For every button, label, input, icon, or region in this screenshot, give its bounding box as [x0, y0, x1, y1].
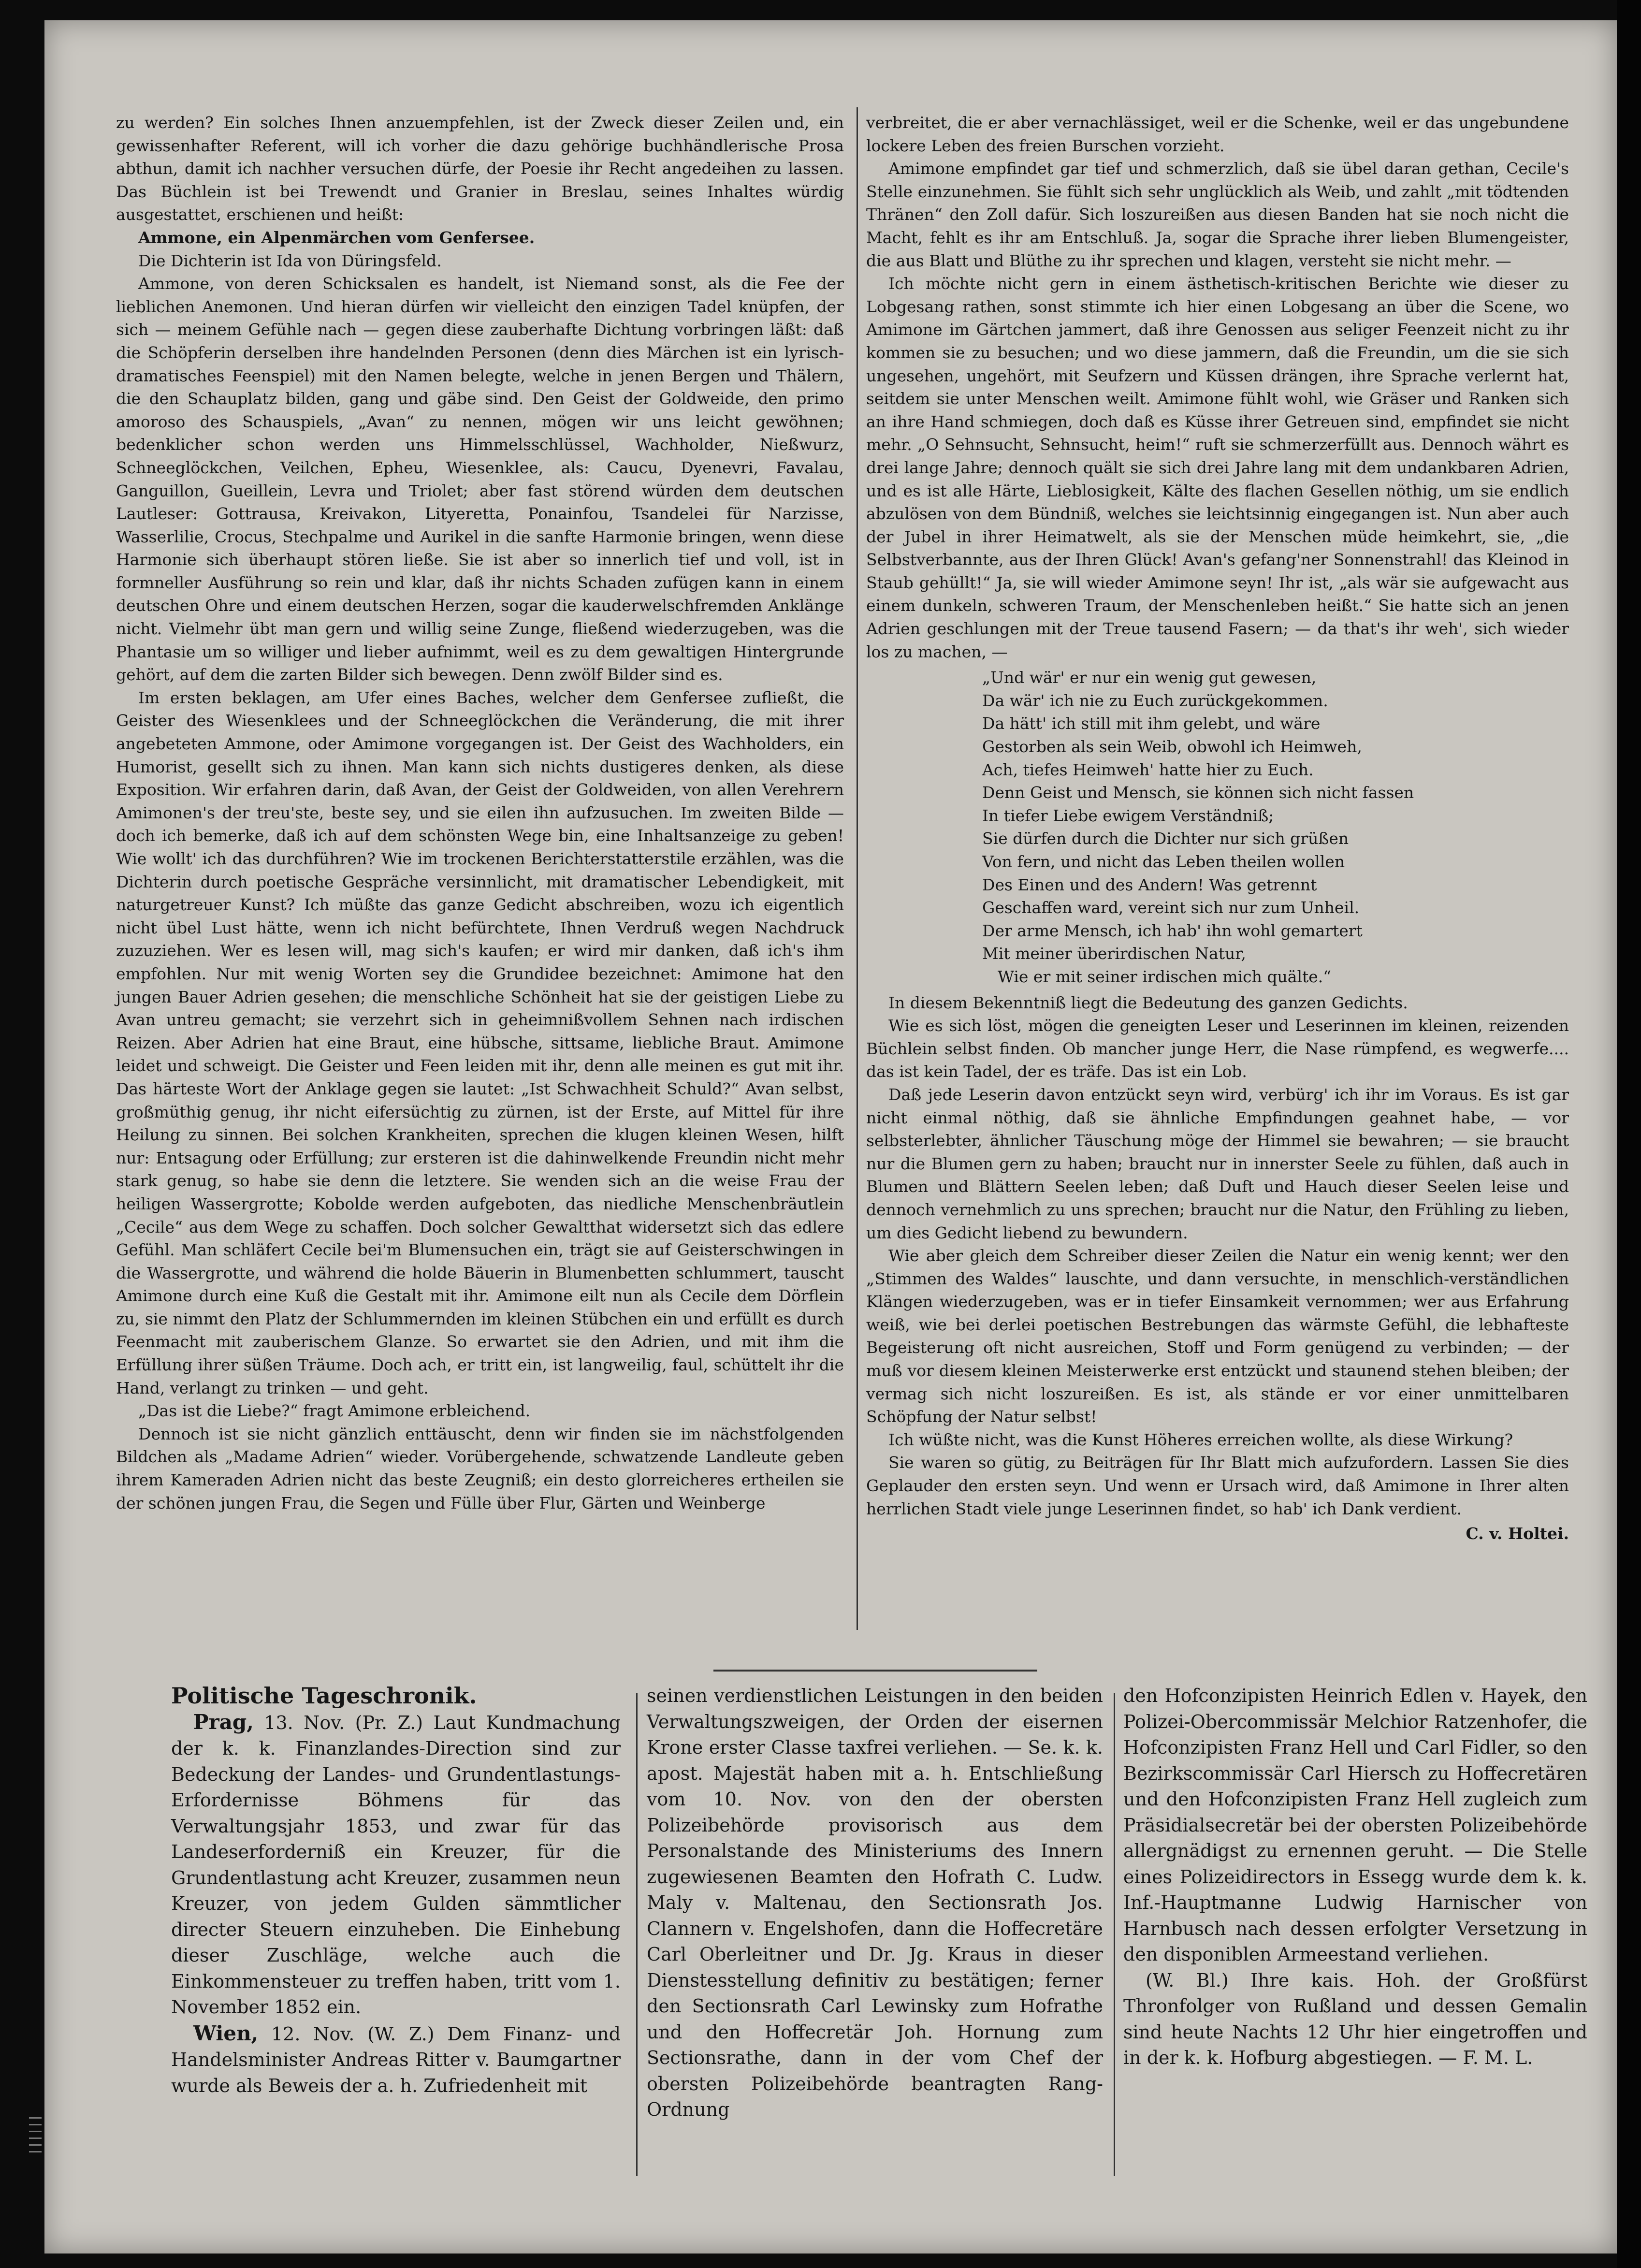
poem-line: Denn Geist und Mensch, sie können sich nicht fassen	[982, 783, 1414, 802]
left-para-3: Im ersten beklagen, am Ufer eines Baches, welcher dem Genfersee zufließt, die Geister des Wiesenklees und der Schneeglöckchen die Veränderung, die mit ihrer angebeteten Ammone, oder Amimone vorgegangen ist. Der Geist des Wachholders, ein Humorist, gesellt sich zu ihnen. Man kann sich nichts dustigeres denken, als diese Exposition. Wir erfahren darin, daß Avan, der Geist der Goldweiden, von allen Verehrern Amimonen's der treu'ste, beste sey, und sie eilen ihn aufzusuchen. Im zweiten Bilde — doch ich bemerke, daß ich auf dem schönsten Wege bin, eine Inhaltsanzeige zu geben! Wie wollt' ich das durchführen? Wie im trockenen Berichterstatterstile erzählen, was die Dichterin durch poetische Gespräche versinnlicht, mit dramatischer Lebendigkeit, mit naturgetreuer Kunst? Ich müßte das ganze Gedicht abschreiben, wozu ich eigentlich nicht übel Lust hätte, wenn ich nicht befürchtete, Ihnen Verdruß wegen Nachdruck zuzuziehen. Wer es lesen will, mag sich's kaufen; er wird mir danken, daß ich's ihm empfohlen. Nur mit wenig Worten sey die Grundidee bezeichnet: Amimone hat den jungen Bauer Adrien gesehen; die menschliche Schönheit hat sie der geistigen Liebe zu Avan untreu gemacht; sie verzehrt sich in geheimnißvollem Sehnen nach irdischen Reizen. Aber Adrien hat eine Braut, eine hübsche, sittsame, liebliche Braut. Amimone leidet und schweigt. Die Geister und Feen leiden mit ihr, denn alle meinen es gut mit ihr. Das härteste Wort der Anklage gegen sie lautet: „Ist Schwachheit Schuld?“ Avan selbst, großmüthig genug, ihr nicht eifersüchtig zu zürnen, ist der Erste, auf Mittel für ihre Heilung zu sinnen. Bei solchen Krankheiten, sprechen die klugen kleinen Wesen, hilft nur: Entsagung oder Erfüllung; zur ersteren ist die dahinwelkende Freundin nicht mehr stark genug, so habe sie denn die letztere. Sie wenden sich an die weise Frau der heiligen Wassergrotte; Kobolde werden aufgeboten, das niedliche Menschenbräutlein „Cecile“ aus dem Wege zu schaffen. Doch solcher Gewaltthat widersetzt sich das edlere Gefühl. Man schläfert Cecile bei'm Blumensuchen ein, trägt sie auf Geisterschwingen in die Wassergrotte, und während die holde Bäuerin in Blumenbetten schlummert, tauscht Amimone durch eine Kuß die Gestalt mit ihr. Amimone eilt nun als Cecile dem Dörflein zu, sie nimmt den Platz der Schlummernden im kleinen Stübchen ein und erfüllt es durch Feenmacht mit zauberischem Glanze. So erwartet sie den Adrien, und mit ihm die Erfüllung ihrer süßen Träume. Doch ach, er tritt ein, ist langweilig, faul, schüttelt ihr die Hand, verlangt zu trinken — und geht.	[116, 688, 844, 1397]
newspaper-page	[44, 20, 1617, 2253]
scan-right-margin	[1617, 0, 1641, 2268]
place-prag: Prag,	[193, 1710, 254, 1734]
right-para-7: Wie aber gleich dem Schreiber dieser Zeilen die Natur ein wenig kennt; wer den „Stimmen des Waldes“ lauschte, und dann versuchte, in menschlich-verständlichen Klängen wiederzugeben, was er in tiefer Einsamkeit vernommen; wer aus Erfahrung weiß, wie bei derlei poetischen Bestrebungen das wärmste Gefühl, die lebhafteste Begeisterung oft nicht ausreichen, Stoff und Form genügend zu verbinden; — der muß vor diesem kleinen Meisterwerke erst entzückt und staunend stehen bleiben; der vermag sich nicht loszureißen. Es ist, als stände er vor einer unmittelbaren Schöpfung der Natur selbst!	[866, 1246, 1569, 1426]
poem-line: Gestorben als sein Weib, obwohl ich Heimweh,	[982, 737, 1362, 756]
poem-line: Der arme Mensch, ich hab' ihn wohl gemartert	[982, 921, 1363, 940]
news-prag-text: 13. Nov. (Pr. Z.) Laut Kundmachung der k. k. Finanzlandes-Direction sind zur Bedeckung der Landes- und Grundentlastungs-Erfordernisse Böhmens für das Verwaltungsjahr 1853, und zwar für das Landeserforderniß ein Kreuzer, für die Grundentlastung acht Kreuzer, zusammen neun Kreuzer, von jedem Gulden sämmtlicher directer Steuern einzuheben. Die Einhebung dieser Zuschläge, welche auch die Einkommensteuer zu treffen haben, tritt vom 1. November 1852 ein.	[171, 1712, 621, 2018]
right-para-4: In diesem Bekenntniß liegt die Bedeutung des ganzen Gedichts.	[888, 993, 1408, 1012]
poem-line: Mit meiner überirdischen Natur,	[982, 944, 1246, 963]
news-column-3	[1123, 1683, 1587, 2071]
right-para-3: Ich möchte nicht gern in einem ästhetisch-kritischen Berichte wie dieser zu Lobgesang rathen, sonst stimmte ich hier einen Lobgesang an über die Scene, wo Amimone im Gärtchen jammert, daß ihre Genossen aus seliger Feenzeit nicht zu ihr kommen sie zu besuchen; und wo diese jammern, daß die Freundin, um die sie sich ungesehen, ungehört, mit Seufzern und Küssen drängen, ihre Sprache verlernt hat, seitdem sie unter Menschen weilt. Amimone fühlt wohl, wie Gräser und Ranken sich an ihre Hand schmiegen, doch daß es Küsse ihrer Getreuen sind, empfindet sie nicht mehr. „O Sehnsucht, Sehnsucht, heim!“ ruft sie schmerzerfüllt aus. Dennoch währt es drei lange Jahre; dennoch quält sie sich drei Jahre lang mit dem undankbaren Adrien, und es ist alle Härte, Lieblosigkeit, Kälte des flachen Gesellen nöthig, um sie endlich abzulösen von dem Bündniß, welches sie leichtsinnig eingegangen ist. Nun aber auch der Jubel in ihrer Heimatwelt, als sie der Menschen müde heimkehrt, sie, „die Selbstverbannte, aus der Ihren Glück! Avan's gefang'ner Sonnenstrahl! das Kleinod in Staub gehüllt!“ Ja, sie will wieder Amimone seyn! Ihr ist, „als wär sie aufgewacht aus einem dunkeln, schweren Traum, der Menschenleben heißt.“ Sie hatte sich an jenen Adrien geschlungen mit der Treue tausend Fasern; — da that's ihr weh', sich wieder los zu machen, —	[866, 274, 1569, 661]
news-column-2	[647, 1683, 1103, 2123]
poem-line: Wie er mit seiner irdischen mich quälte.“	[998, 967, 1332, 986]
right-para-8: Ich wüßte nicht, was die Kunst Höheres erreichen wollte, als diese Wirkung?	[888, 1430, 1513, 1449]
poem-line: „Und wär' er nur ein wenig gut gewesen,	[982, 668, 1317, 687]
poem-line: Sie dürfen durch die Dichter nur sich grüßen	[982, 829, 1349, 848]
poem-line: In tiefer Liebe ewigem Verständniß;	[982, 806, 1274, 825]
news-col3-text-2: (W. Bl.) Ihre kais. Hoh. der Großfürst Thronfolger von Rußland und dessen Gemalin sind heute Nachts 12 Uhr hier eingetroffen und in der k. k. Hofburg abgestiegen. — F. M. L.	[1123, 1969, 1587, 2068]
right-column	[866, 111, 1569, 1545]
column-divider	[857, 107, 858, 1630]
poem-block	[982, 666, 1569, 988]
left-para-1: zu werden? Ein solches Ihnen anzuempfehlen, ist der Zweck dieser Zeilen und, ein gewissenhafter Referent, will ich vorher die dazu gehörige buchhändlerische Prosa abthun, damit ich nachher versuchen dürfe, der Poesie ihr Recht angedeihen zu lassen. Das Büchlein ist bei Trewendt und Granier in Breslau, seines Inhaltes würdig ausgestattet, erschienen und heißt:	[116, 113, 844, 224]
place-wien: Wien,	[193, 2021, 259, 2045]
right-para-1: verbreitet, die er aber vernachlässiget, weil er die Schenke, weil er das ungebundene lockere Leben des freien Burschen vorzieht.	[866, 113, 1569, 155]
scan-left-margin	[0, 0, 44, 2268]
news-col3-text: den Hofconzipisten Heinrich Edlen v. Hayek, den Polizei-Obercommissär Melchior Ratzenhofer, die Hofconzipisten Franz Hell und Carl Fidler, so den Bezirkscommissär Carl Hiersch zu Hoffecretären und den Hofconzipisten Franz Hell zugleich zum Präsidialsecretär bei der obersten Polizeibehörde allergnädigst zu ernennen geruht. — Die Stelle eines Polizeidirectors in Essegg wurde dem k. k. Inf.-Hauptmanne Ludwig Harnischer von Harnbusch nach dessen erfolgter Versetzung in den disponiblen Armeestand verliehen.	[1123, 1685, 1587, 1965]
right-para-5: Wie es sich löst, mögen die geneigten Leser und Leserinnen im kleinen, reizenden Büchlein selbst finden. Ob mancher junge Herr, die Nase rümpfend, es wegwerfe.... das ist kein Tadel, der es träfe. Das ist ein Lob.	[866, 1016, 1569, 1081]
news-divider-1	[636, 1693, 638, 2176]
right-para-2: Amimone empfindet gar tief und schmerzlich, daß sie übel daran gethan, Cecile's Stelle einzunehmen. Sie fühlt sich sehr unglücklich als Weib, und zahlt „mit tödtenden Thränen“ den Zoll dafür. Sich loszureißen aus diesen Banden hat sie noch nicht die Macht, fehlt es ihr am Entschluß. Ja, sogar die Sprache ihrer lieben Blumengeister, die aus Blatt und Blüthe zu ihr sprechen und klagen, versteht sie nicht mehr. —	[866, 159, 1569, 270]
news-heading: Politische Tageschronik.	[171, 1683, 477, 1709]
poem-line: Ach, tiefes Heimweh' hatte hier zu Euch.	[982, 760, 1314, 779]
left-para-4: Dennoch ist sie nicht gänzlich enttäuscht, denn wir finden sie im nächstfolgenden Bildchen als „Madame Adrien“ wieder. Vorübergehende, schwatzende Landleute geben ihrem Kameraden Adrien nicht das beste Zeugniß; ein desto glorreicheres ertheilen sie der schönen jungen Frau, die Segen und Fülle über Flur, Gärten und Weinberge	[116, 1424, 844, 1512]
signature: C. v. Holtei.	[1466, 1524, 1569, 1543]
poem-line: Geschaffen ward, vereint sich nur zum Unheil.	[982, 898, 1360, 917]
right-para-9: Sie waren so gütig, zu Beiträgen für Ihr Blatt mich aufzufordern. Lassen Sie dies Geplauder den ersten seyn. Und wenn er Ursach wird, daß Amimone in Ihrer alten herrlichen Stadt viele junge Leserinnen findet, so hab' ich Dank verdient.	[866, 1453, 1569, 1518]
news-col2-text: seinen verdienstlichen Leistungen in den beiden Verwaltungszweigen, der Orden der eisernen Krone erster Classe taxfrei verliehen. — Se. k. k. apost. Majestät haben mit a. h. Entschließung vom 10. Nov. von den der obersten Polizeibehörde provisorisch aus dem Personalstande des Ministeriums des Innern zugewiesenen Beamten den Hofrath C. Ludw. Maly v. Maltenau, den Sectionsrath Jos. Clannern v. Engelshofen, dann die Hoffecretäre Carl Oberleitner und Dr. Jg. Kraus in dieser Dienstesstellung definitiv zu bestätigen; ferner den Sectionsrath Carl Lewinsky zum Hofrathe und den Hoffecretär Joh. Hornung zum Sectionsrathe, dann in der vom Chef der obersten Polizeibehörde beantragten Rang-Ordnung	[647, 1685, 1103, 2120]
left-column	[116, 111, 844, 1514]
poem-line: Des Einen und des Andern! Was getrennt	[982, 875, 1317, 894]
poem-line: Da hätt' ich still mit ihm gelebt, und wäre	[982, 714, 1321, 733]
author-line: Die Dichterin ist Ida von Düringsfeld.	[138, 251, 442, 270]
news-wien-text: 12. Nov. (W. Z.) Dem Finanz- und Handelsminister Andreas Ritter v. Baumgartner wurde als Beweis der a. h. Zufriedenheit mit	[171, 2023, 621, 2096]
poem-line: Von fern, und nicht das Leben theilen wollen	[982, 852, 1345, 871]
section-rule	[713, 1670, 1037, 1672]
left-quote-line: „Das ist die Liebe?“ fragt Amimone erbleichend.	[138, 1401, 531, 1421]
left-para-2: Ammone, von deren Schicksalen es handelt, ist Niemand sonst, als die Fee der lieblichen Anemonen. Und hieran dürfen wir vielleicht den einzigen Tadel knüpfen, der sich — meinem Gefühle nach — gegen diese zauberhafte Dichtung vorbringen läßt: daß die Schöpferin derselben ihre handelnden Personen (denn dies Märchen ist ein lyrisch-dramatisches Feenspiel) mit den Namen belegte, welche in jenen Bergen und Thälern, die den Schauplatz bilden, gang und gäbe sind. Den Geist der Goldweide, den primo amoroso des Schauspiels, „Avan“ zu nennen, mögen wir uns leicht gewöhnen; bedenklicher schon werden uns Himmelsschlüssel, Wachholder, Nießwurz, Schneeglöckchen, Veilchen, Epheu, Wiesenklee, als: Caucu, Dyenevri, Favalau, Ganguillon, Gueillein, Levra und Triolet; aber fast störend würden dem deutschen Lautleser: Gottrausa, Kreivakon, Lityeretta, Ponainfou, Tsandelei für Narzisse, Wasserlilie, Crocus, Stechpalme und Aurikel in die sanfte Harmonie bringen, wenn diese Harmonie sich überhaupt stören ließe. Sie ist aber so innerlich tief und voll, ist in formneller Ausführung so rein und klar, daß ihr nichts Schaden zufügen kann in einem deutschen Ohre und einem deutschen Herzen, sogar die kauderwelschfremden Anklänge nicht. Vielmehr übt man gern und willig seine Zunge, fließend wiederzugeben, was die Phantasie um so williger und lieber aufnimmt, weil es zu dem gewaltigen Hintergrunde gehört, auf dem die zarten Bilder sich bewegen. Denn zwölf Bilder sind es.	[116, 274, 844, 684]
poem-line: Da wär' ich nie zu Euch zurückgekommen.	[982, 691, 1328, 710]
news-divider-2	[1114, 1693, 1115, 2176]
scan-tick-marks	[29, 2117, 42, 2156]
news-column-1	[171, 1683, 621, 2099]
book-title: Ammone, ein Alpenmärchen vom Genfersee.	[138, 228, 535, 247]
right-para-6: Daß jede Leserin davon entzückt seyn wird, verbürg' ich ihr im Voraus. Es ist gar nicht einmal nöthig, daß sie ähnliche Empfindungen geahnet habe, — vor selbsterlebter, ähnlicher Täuschung möge der Himmel sie bewahren; — sie braucht nur die Blumen gern zu haben; braucht nur in innerster Seele zu fühlen, daß auch in Blumen und Blättern Seelen leben; daß Duft und Hauch dieser Seelen leise und dennoch vernehmlich zu uns sprechen; braucht nur die Natur, den Frühling zu lieben, um dies Gedicht liebend zu bewundern.	[866, 1085, 1569, 1242]
